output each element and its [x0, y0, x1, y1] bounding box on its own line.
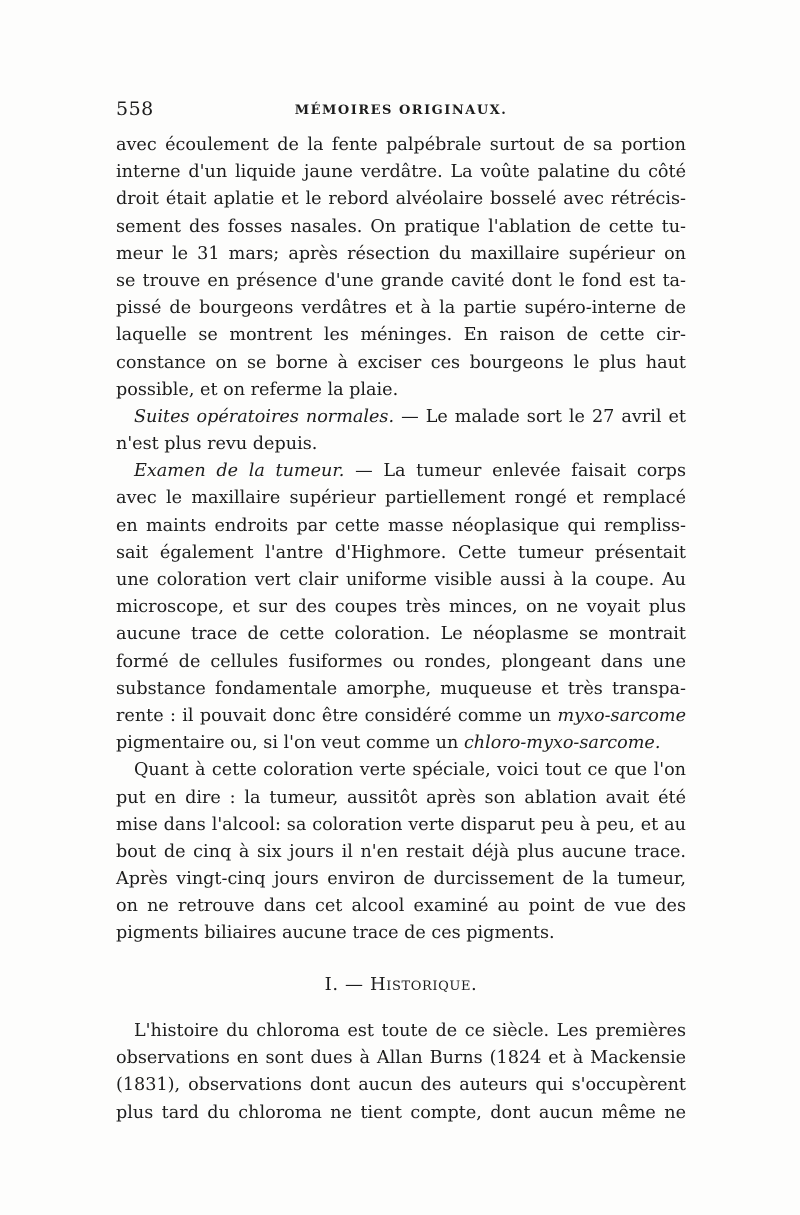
- examen-line-rest: — La tumeur enlevée faisait corps: [344, 461, 686, 482]
- text-line: observations en sont dues à Allan Burns (1824 et à Mackensie: [116, 1048, 686, 1069]
- examen-italic-lead: Examen de la tumeur.: [134, 461, 345, 482]
- text-line: avec écoulement de la fente palpébrale surtout de sa portion: [116, 135, 686, 155]
- text-line: avec le maxillaire supérieur partiellement rongé et remplacé: [116, 488, 686, 509]
- suites-italic-lead: Suites opératoires normales.: [134, 406, 395, 427]
- text-line: laquelle se montrent les méninges. En raison de cette cir-: [116, 325, 686, 346]
- text-line: Après vingt-cinq jours environ de durcissement de la tumeur,: [116, 869, 686, 890]
- text-line: sait également l'antre d'Highmore. Cette tumeur présentait: [116, 542, 686, 563]
- examen-line-10-start: rente : il pouvait donc être considéré comme un: [116, 705, 558, 726]
- text-line: microscope, et sur des coupes très minces, on ne voyait plus: [116, 597, 686, 618]
- examen-line-11-start: pigmentaire ou, si l'on veut comme un: [116, 733, 464, 754]
- text-line: on ne retrouve dans cet alcool examiné au point de vue des: [116, 896, 686, 917]
- page-number: 558: [116, 98, 154, 120]
- suites-line-rest: — Le malade sort le 27 avril et: [394, 406, 686, 427]
- section-title: Historique.: [369, 974, 478, 995]
- text-line: plus tard du chloroma ne tient compte, dont aucun même ne: [116, 1102, 686, 1123]
- running-title: MÉMOIRES ORIGINAUX.: [294, 103, 508, 118]
- main-text-block: [116, 132, 686, 948]
- section-heading: [116, 974, 686, 995]
- examen-line-11-italic: chloro-myxo-sarcome.: [463, 733, 661, 754]
- text-line: constance on se borne à exciser ces bourgeons le plus haut: [116, 352, 686, 373]
- text-line: sement des fosses nasales. On pratique l'ablation de cette tu-: [116, 216, 686, 237]
- text-line: [116, 730, 686, 757]
- text-line: une coloration vert clair uniforme visible aussi à la coupe. Au: [116, 570, 686, 590]
- examen-line-10-italic: myxo-sarcome: [557, 705, 686, 726]
- text-line: en maints endroits par cette masse néoplasique qui rempliss-: [116, 515, 686, 536]
- historique-text-block: [116, 1018, 686, 1127]
- text-line: n'est plus revu depuis.: [116, 434, 318, 455]
- text-line: put en dire : la tumeur, aussitôt après son ablation avait été: [116, 787, 686, 808]
- text-line: pigments biliaires aucune trace de ces pigments.: [116, 923, 555, 944]
- text-line: meur le 31 mars; après résection du maxillaire supérieur on: [116, 243, 686, 264]
- text-line: se trouve en présence d'une grande cavité dont le fond est ta-: [116, 270, 686, 291]
- text-line: bout de cinq à six jours il n'en restait déjà plus aucune trace.: [116, 841, 686, 862]
- text-line: Quant à cette coloration verte spéciale, voici tout ce que l'on: [134, 760, 686, 781]
- text-line: L'histoire du chloroma est toute de ce siècle. Les premières: [134, 1021, 686, 1041]
- section-number: I. —: [324, 974, 364, 995]
- text-line: possible, et on referme la plaie.: [116, 379, 399, 400]
- text-line: interne d'un liquide jaune verdâtre. La voûte palatine du côté: [116, 162, 686, 183]
- text-line: substance fondamentale amorphe, muqueuse et très transpa-: [116, 678, 686, 699]
- text-line: droit était aplatie et le rebord alvéolaire bosselé avec rétrécis-: [116, 189, 686, 210]
- text-line: aucune trace de cette coloration. Le néoplasme se montrait: [116, 624, 686, 645]
- text-line: mise dans l'alcool: sa coloration verte disparut peu à peu, et au: [116, 814, 686, 835]
- suites-line: [116, 404, 686, 431]
- text-line: [116, 703, 686, 730]
- examen-line: [116, 458, 686, 485]
- running-head: [116, 98, 686, 126]
- text-line: (1831), observations dont aucun des auteurs qui s'occupèrent: [116, 1075, 686, 1096]
- text-line: formé de cellules fusiformes ou rondes, plongeant dans une: [116, 651, 686, 672]
- text-line: pissé de bourgeons verdâtres et à la partie supéro-interne de: [116, 298, 686, 319]
